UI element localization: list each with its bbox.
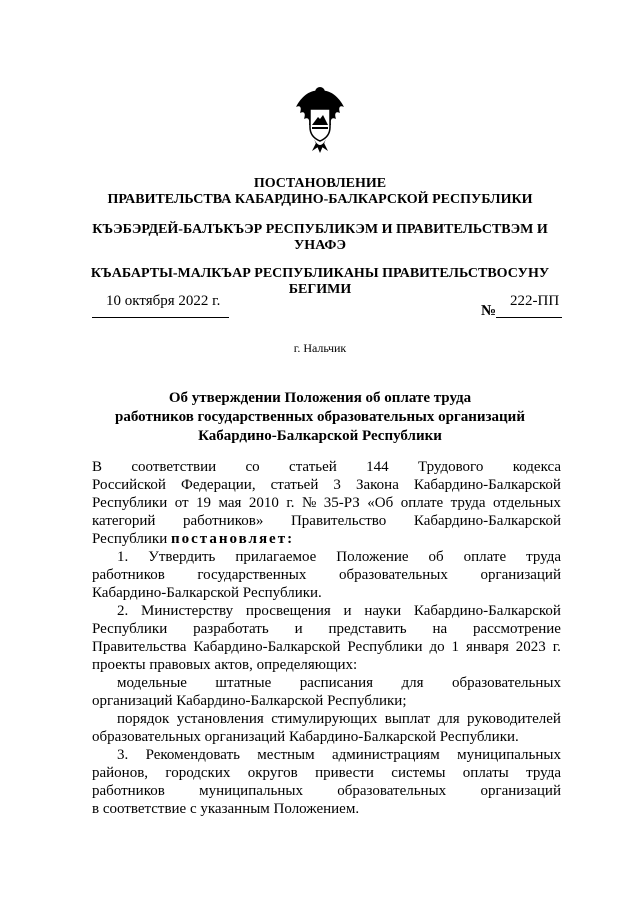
number-underline — [496, 317, 562, 318]
body-word: об — [428, 549, 444, 565]
date-underline — [92, 317, 229, 318]
body-line — [92, 620, 561, 638]
header-issuer-kabardian-line2: УНАФЭ — [294, 238, 346, 253]
body-word: прилагаемое — [235, 549, 317, 565]
body-word: труда — [526, 549, 561, 565]
body-text: Республики — [92, 531, 168, 547]
body-word: 1 — [451, 639, 460, 655]
body-line — [92, 764, 561, 782]
body-word: 2010 — [248, 495, 279, 511]
body-word: модельные — [117, 675, 187, 691]
body-word: 3. — [117, 747, 129, 763]
body-word: оплаты — [462, 765, 509, 781]
decision-keyword: постановляет: — [171, 531, 295, 547]
body-word: 35-РЗ — [323, 495, 360, 511]
document-date: 10 октября 2022 г. — [106, 293, 221, 309]
body-line — [92, 530, 561, 548]
body-word: образовательных — [338, 567, 448, 583]
body-word: системы — [391, 765, 446, 781]
body-word: Кабардино-Балкарской — [413, 477, 561, 493]
body-word: труда — [526, 765, 561, 781]
coat-of-arms-emblem — [292, 83, 348, 155]
body-word: на — [432, 621, 448, 637]
body-word: кодекса — [512, 459, 561, 475]
body-word: со — [245, 459, 260, 475]
body-word: Кабардино-Балкарской — [193, 639, 341, 655]
body-word: 2. — [117, 603, 129, 619]
body-word: Утвердить — [148, 549, 216, 565]
body-word: порядок — [117, 711, 170, 727]
body-line — [92, 782, 561, 800]
body-line — [92, 638, 561, 656]
body-word: работников — [92, 567, 165, 583]
number-sign: № — [481, 303, 497, 319]
body-word: Трудового — [418, 459, 484, 475]
body-word: Рекомендовать — [145, 747, 240, 763]
document-city: г. Нальчик — [293, 341, 347, 355]
body-word: Республики — [347, 639, 423, 655]
body-word: образовательных — [452, 675, 561, 691]
body-line — [117, 548, 561, 566]
body-word: и — [343, 603, 352, 619]
body-line — [92, 566, 561, 584]
title-line-1: Об утверждении Положения об оплате труда — [168, 390, 472, 406]
body-word: отдельных — [492, 495, 561, 511]
body-word: Министерству — [141, 603, 234, 619]
body-word: оплате — [463, 549, 507, 565]
body-word: труда — [450, 495, 486, 511]
body-word: руководителей — [467, 711, 561, 727]
body-word: Республики — [92, 495, 168, 511]
body-word: 3 — [333, 477, 341, 493]
header-issuer-kabardian-line1: КЪЭБЭРДЕЙ-БАЛЪКЪЭР РЕСПУБЛИКЭМ И ПРАВИТЕЛЬСТВЭМ И — [92, 222, 548, 237]
body-word: «Об — [367, 495, 394, 511]
body-word: Российской — [92, 477, 166, 493]
header-issuer-balkar-line2: БЕГИМИ — [288, 282, 352, 297]
document-title — [70, 389, 570, 446]
body-word: г. — [552, 639, 561, 655]
body-line — [92, 458, 561, 476]
body-word: установления — [176, 711, 264, 727]
body-line — [92, 494, 561, 512]
body-word: до — [429, 639, 445, 655]
body-line: в соответствие с указанным Положением. — [92, 801, 360, 817]
body-word: Правительства — [92, 639, 187, 655]
body-word: стимулирующих — [271, 711, 378, 727]
body-word: Положение — [336, 549, 409, 565]
body-word: работников — [92, 783, 165, 799]
body-word: рассмотрение — [473, 621, 561, 637]
body-word: организаций — [480, 783, 561, 799]
body-word: муниципальных — [457, 747, 561, 763]
body-word: выплат — [384, 711, 431, 727]
body-line: Кабардино-Балкарской Республики. — [92, 585, 322, 601]
body-word: Федерации, — [180, 477, 256, 493]
body-word: просвещения — [245, 603, 331, 619]
body-word: науки — [364, 603, 402, 619]
body-word: Кабардино-Балкарской — [413, 513, 561, 529]
body-line: проекты правовых актов, определяющих: — [92, 657, 358, 673]
body-word: муниципальных — [199, 783, 303, 799]
body-word: В — [92, 459, 103, 475]
body-word: января — [465, 639, 509, 655]
body-word: г. — [286, 495, 295, 511]
body-word: соответствии — [131, 459, 217, 475]
body-word: Кабардино-Балкарской — [413, 603, 561, 619]
header-document-type: ПОСТАНОВЛЕНИЕ — [253, 176, 387, 191]
body-line — [117, 746, 561, 764]
body-line — [117, 602, 561, 620]
body-word: Республики — [92, 621, 168, 637]
body-word: разработать — [193, 621, 269, 637]
body-word: от — [174, 495, 189, 511]
body-word: представить — [328, 621, 407, 637]
body-word: округов — [247, 765, 298, 781]
body-line — [92, 476, 561, 494]
body-line — [117, 674, 561, 692]
body-word: образовательных — [337, 783, 447, 799]
body-word: оплате — [400, 495, 444, 511]
body-line: образовательных организаций Кабардино-Балкарской Республики. — [92, 729, 519, 745]
body-line — [92, 512, 561, 530]
body-line — [117, 710, 561, 728]
body-word: 19 — [196, 495, 212, 511]
body-line: организаций Кабардино-Балкарской Республики; — [92, 693, 407, 709]
body-word: городских — [165, 765, 231, 781]
body-word: 2023 — [515, 639, 546, 655]
body-word: администрациям — [331, 747, 440, 763]
body-word: для — [401, 675, 424, 691]
body-word: привести — [315, 765, 374, 781]
title-line-2: работников государственных образовательных организаций — [115, 409, 525, 425]
body-word: районов, — [92, 765, 149, 781]
body-word: Правительство — [290, 513, 387, 529]
title-line-3: Кабардино-Балкарской Республики — [198, 428, 442, 444]
body-word: категорий — [92, 513, 156, 529]
body-word: местным — [257, 747, 315, 763]
body-word: мая — [218, 495, 242, 511]
body-word: государственных — [197, 567, 307, 583]
body-word: 144 — [366, 459, 389, 475]
body-word: статьей — [289, 459, 337, 475]
body-word: работников» — [183, 513, 264, 529]
header-issuer-balkar-line1: КЪАБАРТЫ-МАЛКЪАР РЕСПУБЛИКАНЫ ПРАВИТЕЛЬСТВОСУНУ — [90, 266, 550, 281]
body-word: 1. — [117, 549, 129, 565]
header-issuer-russian: ПРАВИТЕЛЬСТВА КАБАРДИНО-БАЛКАРСКОЙ РЕСПУБЛИКИ — [107, 192, 533, 207]
body-word: организаций — [480, 567, 561, 583]
body-word: и — [294, 621, 303, 637]
body-word: расписания — [299, 675, 374, 691]
body-word: статьей — [270, 477, 319, 493]
document-number: 222-ПП — [510, 293, 560, 309]
body-word: для — [437, 711, 460, 727]
body-word: штатные — [215, 675, 272, 691]
body-word: № — [302, 495, 317, 511]
body-word: Закона — [355, 477, 399, 493]
